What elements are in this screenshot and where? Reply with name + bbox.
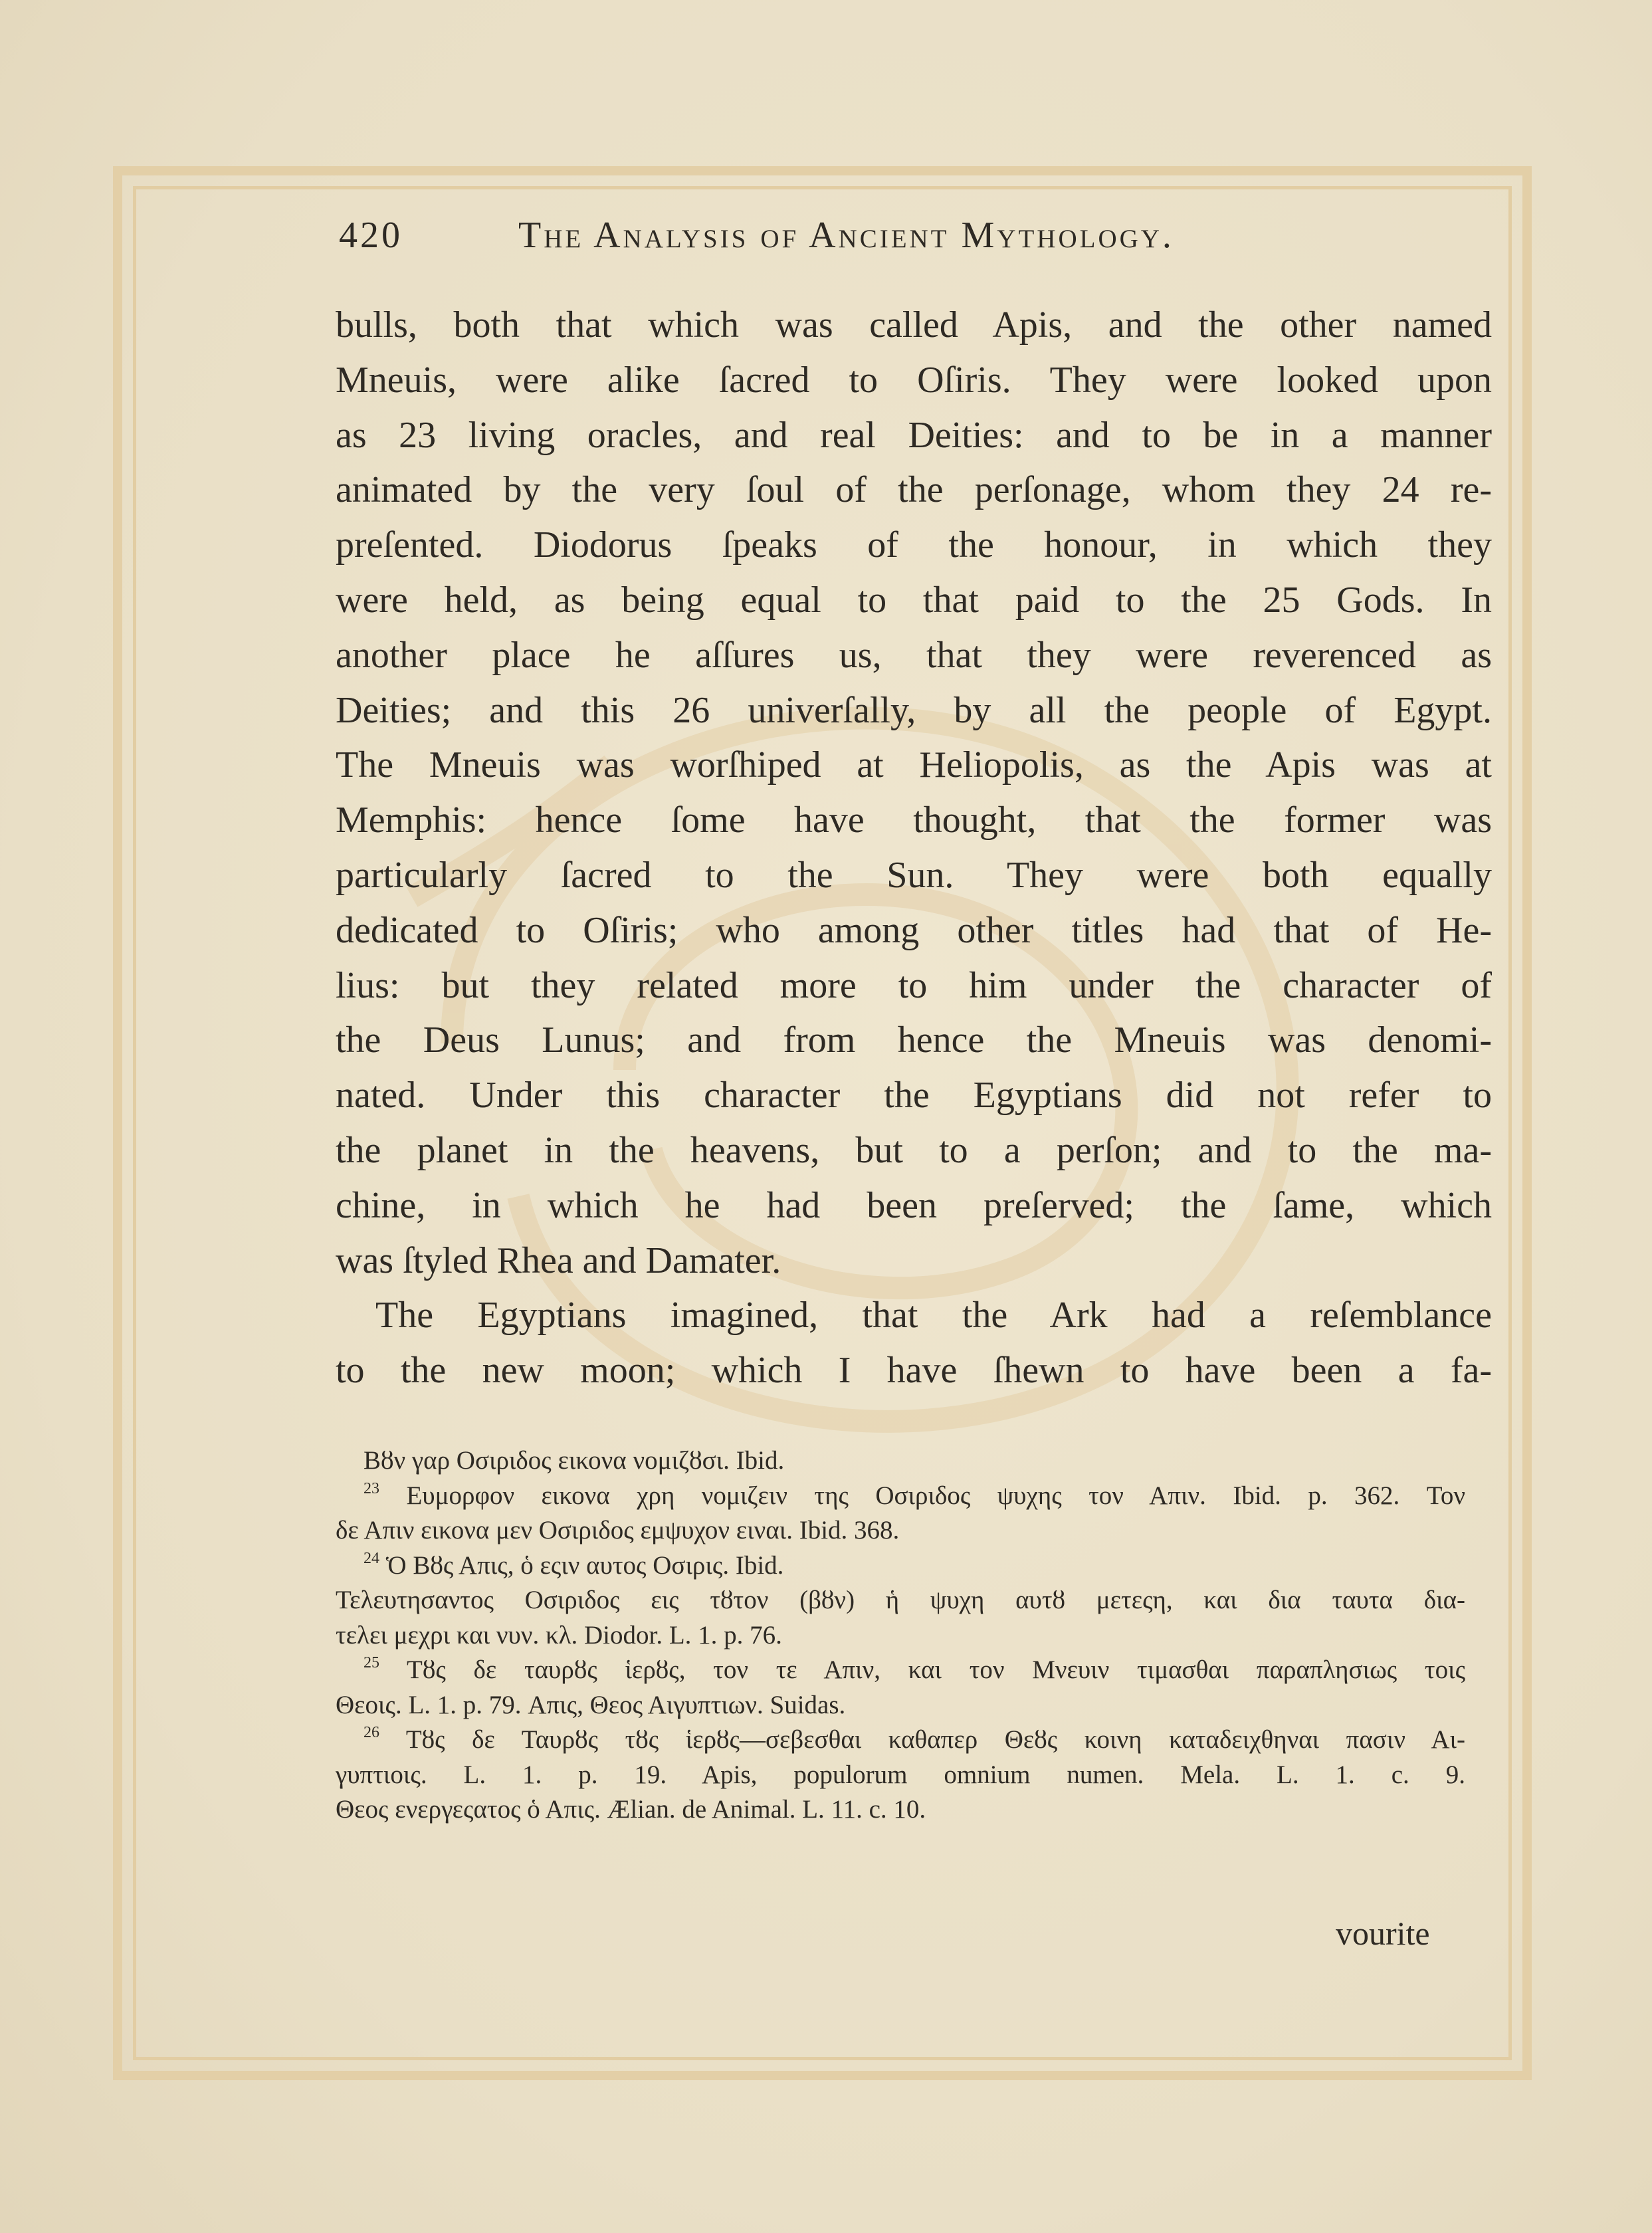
footnote-line [336,1723,1465,1758]
text-line: was ſtyled Rhea and Damater. [336,1239,781,1281]
footnote-text: δε Απιν εικονα μεν Οσιριδος εμψυχον ειναι. Ibid. 368. [336,1516,900,1544]
footnote-line [336,1443,1465,1479]
footnote-text: γυπτιοις. L. 1. p. 19. Apis, populorum omnium numen. Mela. L. 1. c. 9. [336,1760,1465,1789]
text-line: animated by the very ſoul of the perſonage, whom they 24 re- [336,469,1492,511]
footnote-text: Τελευτησαντος Οσιριδος εις τȣτον (βȣν) ἡ ψυχη αυτȣ μετεςη, και δια ταυτα δια- [336,1586,1465,1614]
text-line: the Deus Lunus; and from hence the Mneuis was denomi- [336,1019,1492,1061]
text-line: as 23 living oracles, and real Deities: and to be in a manner [336,414,1492,456]
footnote-line [336,1618,1465,1653]
text-line: The Egyptians imagined, that the Ark had a reſemblance [375,1295,1492,1336]
text-line: Mneuis, were alike ſacred to Oſiris. They were looked upon [336,359,1492,401]
footnotes [336,1443,1465,1828]
text-line: to the new moon; which I have ſhewn to have been a fa- [336,1350,1492,1392]
footnote-text: Τȣς δε ταυρȣς ἱερȣς, τον τε Απιν, και τον Μνευιν τιμασθαι παραπλησιως τοις [407,1655,1466,1684]
text-line: chine, in which he had been preſerved; the ſame, which [336,1184,1492,1226]
footnote-text: Ευμορφον εικονα χρη νομιζειν της Οσιριδος ψυχης τον Απιν. Ibid. p. 362. Τον [406,1481,1465,1510]
text-line: bulls, both that which was called Apis, and the other named [336,304,1492,346]
text-line: The Mneuis was worſhiped at Heliopolis, as the Apis was at [336,744,1492,786]
text-line: Deities; and this 26 univerſally, by all the people of Egypt. [336,689,1492,731]
footnote-number: 23 [363,1479,379,1497]
footnote-text: Τȣς δε Ταυρȣς τȣς ἱερȣς—σεβεσθαι καθαπερ Θεȣς κοινη καταδειχθηναι πασιν Αι- [405,1725,1465,1754]
main-text [336,298,1492,1398]
footnote-text: τελει μεχρι και νυν. κλ. Diodor. L. 1. p. 76. [336,1620,782,1649]
footnote-text: Θεοις. L. 1. p. 79. Απις, Θεος Αιγυπτιων. Suidas. [336,1690,846,1719]
footnote-line [336,1758,1465,1793]
footnote-line [336,1792,1465,1828]
running-title: The Analysis of Ancient Mythology. [518,215,1174,256]
footnote-text: Θεος ενεργεςατος ὁ Απις. Ælian. de Animal. L. 11. c. 10. [336,1795,926,1824]
footnote-line [336,1548,1465,1584]
text-line: dedicated to Oſiris; who among other titles had that of He- [336,909,1492,951]
page-number: 420 [339,215,403,256]
footnote-line [336,1583,1465,1618]
text-line: the planet in the heavens, but to a perſon; and to the ma- [336,1129,1492,1171]
text-line: lius: but they related more to him under the character of [336,964,1492,1006]
text-line: another place he aſſures us, that they were reverenced as [336,634,1492,676]
running-header [339,211,1336,271]
footnote-line [336,1513,1465,1548]
footnote-number: 26 [363,1724,379,1741]
text-line: nated. Under this character the Egyptians did not refer to [336,1075,1492,1116]
text-line: Memphis: hence ſome have thought, that the former was [336,799,1492,841]
footnote-text: Βȣν γαρ Οσιριδος εικονα νομιζȣσι. Ibid. [363,1446,785,1475]
text-line: preſented. Diodorus ſpeaks of the honour, in which they [336,524,1492,566]
catchword: vourite [1336,1915,1430,1952]
footnote-number: 25 [363,1654,379,1671]
footnote-line [336,1653,1465,1688]
text-line: were held, as being equal to that paid to the 25 Gods. In [336,579,1492,621]
text-line: particularly ſacred to the Sun. They were both equally [336,854,1492,896]
footnote-line [336,1479,1465,1514]
footnote-number: 24 [363,1549,379,1567]
footnote-text: Ὁ Βȣς Απις, ὁ εςιν αυτος Οσιρις. Ibid. [385,1550,784,1580]
footnote-line [336,1688,1465,1723]
